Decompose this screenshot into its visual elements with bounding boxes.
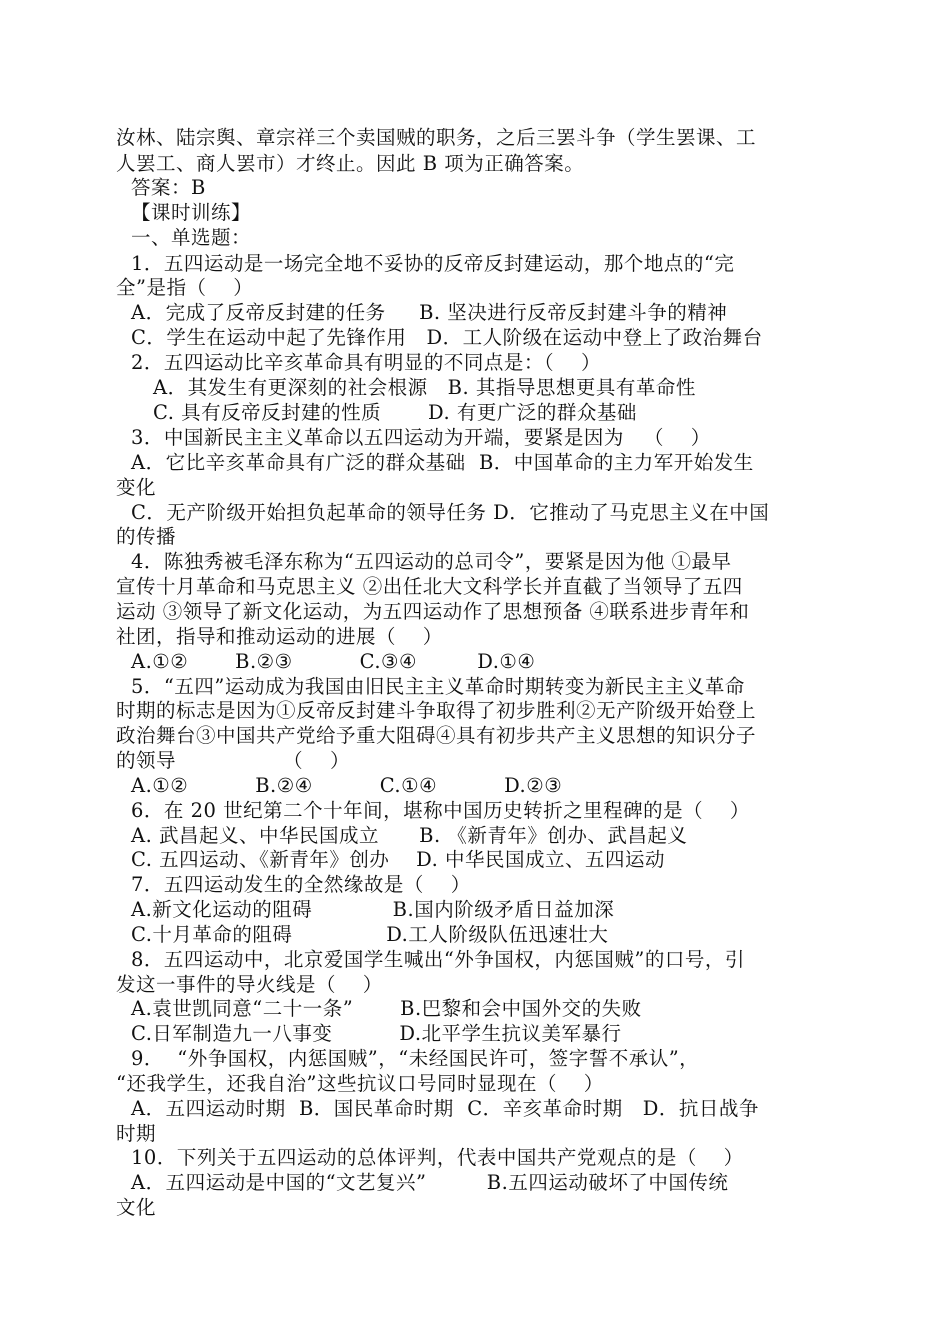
question-option: C.日军制造九一八事变 D.北平学生抗议美军暴行 [131,1022,622,1045]
question-stem: 6．在 20 世纪第二个十年间，堪称中国历史转折之里程碑的是（ ） [131,799,750,822]
intro-line: 人罢工、商人罢市）才终止。因此 B 项为正确答案。 [116,152,585,175]
question-stem: 时期的标志是因为①反帝反封建斗争取得了初步胜利②无产阶级开始登上 [116,699,757,722]
answer-line: 答案：B [131,176,206,199]
question-stem: 3．中国新民主主义革命以五四运动为开端，要紧是因为 （ ） [131,426,711,449]
question-option: 时期 [116,1122,157,1145]
question-stem: 10．下列关于五四运动的总体评判，代表中国共产党观点的是（ ） [131,1146,744,1169]
question-stem: 运动 ③领导了新文化运动，为五四运动作了思想预备 ④联系进步青年和 [116,600,750,623]
question-stem: “还我学生，还我自治”这些抗议口号同时显现在（ ） [116,1072,604,1095]
question-option: A.①② B.②④ C.①④ D.②③ [131,774,563,797]
question-stem: 的领导 （ ） [116,749,350,772]
question-option: A．其发生有更深刻的社会根源 B. 其指导思想更具有革命性 [153,376,696,399]
question-option: A. 武昌起义、中华民国成立 B. 《新青年》创办、武昌起义 [131,824,688,847]
question-stem: 社团，指导和推动运动的进展（ ） [116,625,443,648]
question-option: C. 五四运动、《新青年》创办 D. 中华民国成立、五四运动 [131,848,666,871]
question-stem: 全”是指（ ） [116,276,254,299]
question-option: C．无产阶级开始担负起革命的领导任务 D．它推动了马克思主义在中国 [131,501,770,524]
section-subtitle: 一、单选题： [131,226,252,249]
question-stem: 宣传十月革命和马克思主义 ②出任北大文科学长并直截了当领导了五四 [116,575,743,598]
question-option: A.袁世凯同意“二十一条” B.巴黎和会中国外交的失败 [131,997,642,1020]
question-option: 变化 [116,476,157,499]
question-option: C．学生在运动中起了先锋作用 D．工人阶级在运动中登上了政治舞台 [131,326,763,349]
question-option: A．五四运动时期 B．国民革命时期 C．辛亥革命时期 D．抗日战争 [131,1097,759,1120]
question-option: A.①② B.②③ C.③④ D.①④ [131,650,536,673]
question-stem: 5．“五四”运动成为我国由旧民主主义革命时期转变为新民主主义革命 [131,675,745,698]
question-stem: 2．五四运动比辛亥革命具有明显的不同点是：（ ） [131,351,601,374]
question-stem: 9． “外争国权，内惩国贼”，“未经国民许可，签字誓不承认”， [131,1047,700,1070]
question-stem: 1．五四运动是一场完全地不妥协的反帝反封建运动，那个地点的“完 [131,252,735,275]
question-option: C.十月革命的阻碍 D.工人阶级队伍迅速壮大 [131,923,609,946]
question-stem: 7．五四运动发生的全然缘故是（ ） [131,873,471,896]
question-stem: 8．五四运动中，北京爱国学生喊出“外争国权，内惩国贼”的口号，引 [131,948,745,971]
question-option: 文化 [116,1196,157,1219]
question-option: A.新文化运动的阻碍 B.国内阶级矛盾日益加深 [131,898,615,921]
section-title: 【课时训练】 [131,201,252,224]
question-option: 的传播 [116,525,177,548]
question-stem: 4．陈独秀被毛泽东称为“五四运动的总司令”，要紧是因为他 ①最早 [131,550,732,573]
question-option: A．它比辛亥革命具有广泛的群众基础 B．中国革命的主力军开始发生 [131,451,754,474]
question-option: A．完成了反帝反封建的任务 B. 坚决进行反帝反封建斗争的精神 [131,301,728,324]
question-option: A．五四运动是中国的“文艺复兴” B.五四运动破坏了中国传统 [131,1171,729,1194]
question-option: C. 具有反帝反封建的性质 D. 有更广泛的群众基础 [153,401,637,424]
question-stem: 发这一事件的导火线是（ ） [116,973,383,996]
intro-line: 汝林、陆宗舆、章宗祥三个卖国贼的职务，之后三罢斗争（学生罢课、工 [116,126,757,149]
question-stem: 政治舞台③中国共产党给予重大阻碍④具有初步共产主义思想的知识分子 [116,724,757,747]
